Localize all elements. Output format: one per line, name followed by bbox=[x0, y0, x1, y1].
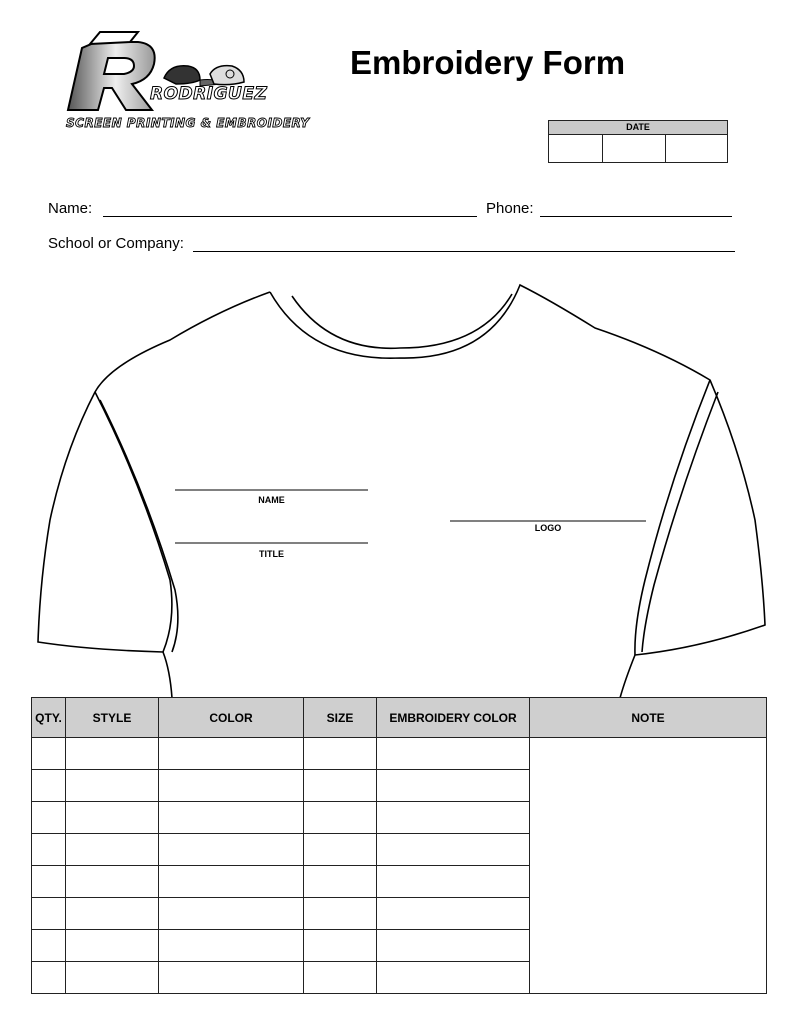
embroidery-color-cell[interactable] bbox=[377, 770, 530, 802]
embroidery-color-cell[interactable] bbox=[377, 898, 530, 930]
color-cell[interactable] bbox=[159, 898, 304, 930]
size-cell[interactable] bbox=[304, 962, 377, 994]
color-cell[interactable] bbox=[159, 738, 304, 770]
logo-tagline: SCREEN PRINTING & EMBROIDERY bbox=[66, 116, 310, 130]
qty-cell[interactable] bbox=[32, 866, 66, 898]
qty-header: QTY. bbox=[32, 698, 66, 738]
table-header-row bbox=[32, 698, 767, 738]
style-cell[interactable] bbox=[66, 866, 159, 898]
qty-cell[interactable] bbox=[32, 834, 66, 866]
style-cell[interactable] bbox=[66, 770, 159, 802]
qty-cell[interactable] bbox=[32, 930, 66, 962]
qty-cell[interactable] bbox=[32, 802, 66, 834]
shirt-logo-label: LOGO bbox=[534, 523, 562, 533]
name-field[interactable] bbox=[103, 216, 477, 217]
name-label: Name: bbox=[48, 200, 93, 217]
qty-cell[interactable] bbox=[32, 738, 66, 770]
size-cell[interactable] bbox=[304, 802, 377, 834]
size-cell[interactable] bbox=[304, 738, 377, 770]
qty-cell[interactable] bbox=[32, 898, 66, 930]
shirt-name-label: NAME bbox=[258, 495, 285, 505]
logo-wordmark: RODRIGUEZ bbox=[150, 84, 268, 104]
company-label: School or Company: bbox=[48, 235, 184, 252]
style-cell[interactable] bbox=[66, 834, 159, 866]
date-box bbox=[548, 120, 728, 163]
color-cell[interactable] bbox=[159, 770, 304, 802]
style-cell[interactable] bbox=[66, 738, 159, 770]
embroidery-color-cell[interactable] bbox=[377, 866, 530, 898]
style-cell[interactable] bbox=[66, 802, 159, 834]
size-header: SIZE bbox=[304, 698, 377, 738]
company-field[interactable] bbox=[193, 251, 735, 252]
embroidery-color-cell[interactable] bbox=[377, 962, 530, 994]
style-header: STYLE bbox=[66, 698, 159, 738]
qty-cell[interactable] bbox=[32, 962, 66, 994]
phone-field[interactable] bbox=[540, 216, 732, 217]
date-month-cell[interactable] bbox=[549, 135, 603, 163]
size-cell[interactable] bbox=[304, 930, 377, 962]
size-cell[interactable] bbox=[304, 898, 377, 930]
color-cell[interactable] bbox=[159, 802, 304, 834]
order-table bbox=[31, 697, 767, 994]
date-label: DATE bbox=[549, 121, 727, 135]
note-header: NOTE bbox=[530, 698, 767, 738]
color-cell[interactable] bbox=[159, 866, 304, 898]
phone-label: Phone: bbox=[486, 200, 534, 217]
color-header: COLOR bbox=[159, 698, 304, 738]
size-cell[interactable] bbox=[304, 770, 377, 802]
table-row bbox=[32, 738, 767, 770]
note-cell[interactable] bbox=[530, 738, 767, 994]
size-cell[interactable] bbox=[304, 866, 377, 898]
qty-cell[interactable] bbox=[32, 770, 66, 802]
shirt-title-label: TITLE bbox=[259, 549, 284, 559]
color-cell[interactable] bbox=[159, 962, 304, 994]
embroidery-color-header: EMBROIDERY COLOR bbox=[377, 698, 530, 738]
embroidery-color-cell[interactable] bbox=[377, 930, 530, 962]
size-cell[interactable] bbox=[304, 834, 377, 866]
style-cell[interactable] bbox=[66, 962, 159, 994]
embroidery-color-cell[interactable] bbox=[377, 738, 530, 770]
color-cell[interactable] bbox=[159, 834, 304, 866]
date-year-cell[interactable] bbox=[666, 135, 727, 163]
form-title: Embroidery Form bbox=[350, 44, 626, 81]
embroidery-color-cell[interactable] bbox=[377, 802, 530, 834]
tshirt-outline bbox=[30, 280, 770, 700]
embroidery-color-cell[interactable] bbox=[377, 834, 530, 866]
style-cell[interactable] bbox=[66, 930, 159, 962]
date-day-cell[interactable] bbox=[603, 135, 665, 163]
color-cell[interactable] bbox=[159, 930, 304, 962]
style-cell[interactable] bbox=[66, 898, 159, 930]
